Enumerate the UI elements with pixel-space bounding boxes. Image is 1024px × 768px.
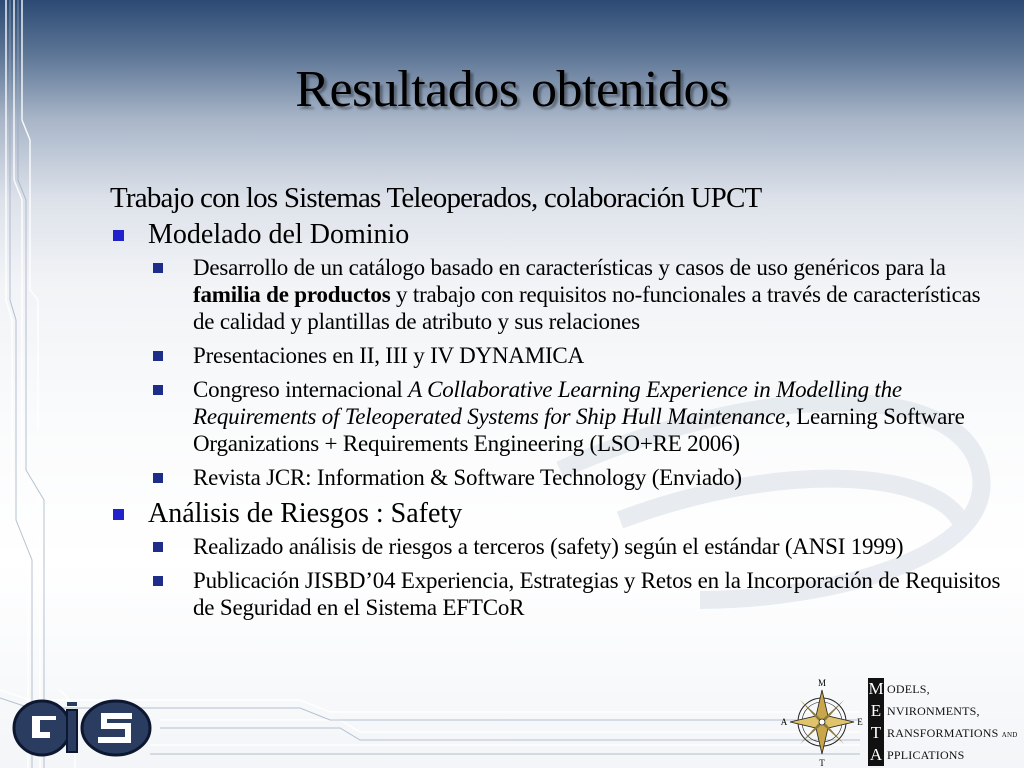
compass-icon bbox=[780, 678, 864, 768]
list-item-text: Realizado análisis de riesgos a terceros (safety) según el estándar (ANSI 1999) bbox=[193, 534, 904, 559]
list-item bbox=[148, 533, 1005, 560]
slide-subtitle: Trabajo con los Sistemas Teleoperados, colaboración UPCT bbox=[110, 182, 762, 214]
slide-title: Resultados obtenidos bbox=[295, 61, 729, 118]
bullet-square-icon bbox=[153, 576, 163, 586]
list-item-bold-text: familia de productos bbox=[193, 282, 391, 307]
list-item bbox=[148, 342, 1005, 369]
meta-row bbox=[868, 700, 1017, 722]
meta-letter: A bbox=[869, 745, 883, 764]
bullet-square-icon bbox=[113, 509, 124, 520]
section-heading: Modelado del Dominio bbox=[148, 219, 410, 250]
list-item bbox=[148, 376, 1005, 457]
subitem-list bbox=[148, 254, 1005, 491]
compass-letter-s: T bbox=[819, 758, 825, 768]
meta-word: NVIRONMENTS, bbox=[887, 703, 980, 718]
meta-logo bbox=[868, 678, 1017, 766]
bullet-square-icon bbox=[153, 263, 163, 273]
list-item-text: Learning Software Organizations + Requirements Engineering (LSO+RE 2006) bbox=[193, 404, 965, 456]
compass-letter-n: M bbox=[817, 678, 827, 688]
meta-row bbox=[868, 722, 1017, 744]
meta-row bbox=[868, 744, 1017, 766]
meta-word bbox=[884, 726, 1017, 741]
slide-content bbox=[110, 180, 1005, 627]
meta-letter: E bbox=[868, 700, 884, 722]
gis-logo-graphic bbox=[14, 701, 150, 755]
list-item-text: Desarrollo de un catálogo basado en características y casos de uso genéricos para la bbox=[193, 255, 946, 280]
meta-word-main: RANSFORMATIONS bbox=[887, 725, 999, 740]
list-item-text: Revista JCR: Information & Software Technology (Enviado) bbox=[193, 465, 742, 490]
list-item bbox=[148, 464, 1005, 491]
compass-letter-w: A bbox=[780, 717, 788, 727]
meta-row bbox=[868, 678, 1017, 700]
meta-word: PPLICATIONS bbox=[887, 747, 965, 762]
meta-letter: M bbox=[868, 679, 884, 698]
bullet-square-icon bbox=[153, 473, 163, 483]
section-item-modelado bbox=[110, 218, 1005, 491]
meta-letter: T bbox=[868, 722, 884, 744]
meta-word: ODELS, bbox=[887, 681, 930, 696]
section-list bbox=[110, 218, 1005, 621]
list-item bbox=[148, 567, 1005, 621]
subitem-list bbox=[148, 533, 1005, 621]
bullet-square-icon bbox=[113, 230, 124, 241]
section-item-analisis bbox=[110, 497, 1005, 621]
list-item bbox=[148, 254, 1005, 335]
compass-letter-e: E bbox=[857, 717, 863, 727]
meta-word-and: AND bbox=[1001, 730, 1018, 739]
list-item-text: Congreso internacional bbox=[193, 377, 409, 402]
gis-logo bbox=[12, 690, 152, 760]
bullet-square-icon bbox=[153, 351, 163, 361]
list-item-italic-text: A Collaborative Learning Experience in Modelling the Requirements of Teleoperated Systems for Ship Hull Maintenance, bbox=[193, 377, 902, 429]
section-heading: Análisis de Riesgos : Safety bbox=[148, 498, 463, 529]
list-item-text: y trabajo con requisitos no-funcionales a través de características de calidad y plantillas de atributo y sus relaciones bbox=[193, 282, 981, 334]
bullet-square-icon bbox=[153, 542, 163, 552]
list-item-text: Presentaciones en II, III y IV DYNAMICA bbox=[193, 343, 584, 368]
list-item-text: Publicación JISBD’04 Experiencia, Estrategias y Retos en la Incorporación de Requisitos de Seguridad en el Sistema EFTCoR bbox=[193, 568, 1001, 620]
bullet-square-icon bbox=[153, 385, 163, 395]
